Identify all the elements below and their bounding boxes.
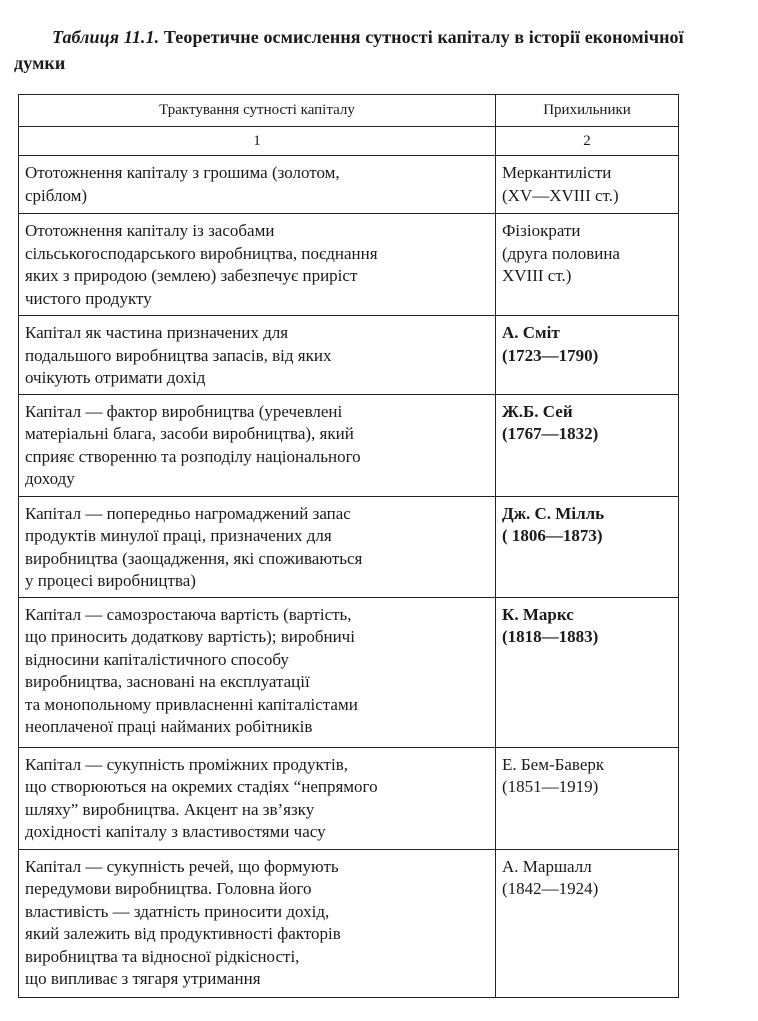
column-number-2: 2 xyxy=(496,127,679,156)
table-row xyxy=(19,316,679,395)
row-supporters: Фізіократи (друга половина XVIII ст.) xyxy=(496,214,679,316)
table-row xyxy=(19,747,679,849)
row-supporters: А. Маршалл (1842—1924) xyxy=(496,849,679,997)
column-number-1: 1 xyxy=(19,127,496,156)
header-row xyxy=(19,95,679,127)
row-supporters: Меркантилісти (XV—XVIII ст.) xyxy=(496,156,679,214)
row-description: Ототожнення капіталу із засобами сільськогосподарського виробництва, поєднання яких з природою (землею) забезпечує приріст чистого продукту xyxy=(19,214,496,316)
table-row xyxy=(19,597,679,747)
row-supporters: Ж.Б. Сей (1767—1832) xyxy=(496,394,679,496)
table-row xyxy=(19,849,679,997)
row-supporters: А. Сміт (1723—1790) xyxy=(496,316,679,395)
header-supporters: Прихильники xyxy=(496,95,679,127)
row-description: Капітал — фактор виробництва (уречевлені матеріальні блага, засоби виробництва), який сприяє створенню та розподілу національного доходу xyxy=(19,394,496,496)
row-description: Ототожнення капіталу з грошима (золотом, сріблом) xyxy=(19,156,496,214)
column-number-row xyxy=(19,127,679,156)
row-description: Капітал як частина призначених для подальшого виробництва запасів, від яких очікують отримати дохід xyxy=(19,316,496,395)
table-row xyxy=(19,156,679,214)
row-supporters: Е. Бем-Баверк (1851—1919) xyxy=(496,747,679,849)
table-row xyxy=(19,394,679,496)
table-caption-title: Теоретичне осмислення сутності капіталу в історії економічної думки xyxy=(14,27,684,73)
row-description: Капітал — самозростаюча вартість (вартість, що приносить додаткову вартість); виробничі відносини капіталістичного способу виробництва, засновані на експлуатації та монопольному привласненні капіталістами неоплаченої праці найманих робітників xyxy=(19,597,496,747)
capital-theories-table xyxy=(18,94,679,998)
row-supporters: Дж. С. Мілль ( 1806—1873) xyxy=(496,496,679,597)
row-description: Капітал — попередньо нагромаджений запас продуктів минулої праці, призначених для виробництва (заощадження, які споживаються у процесі виробництва) xyxy=(19,496,496,597)
table-row xyxy=(19,496,679,597)
header-interpretation: Трактування сутності капіталу xyxy=(19,95,496,127)
table-caption xyxy=(14,24,714,76)
row-description: Капітал — сукупність проміжних продуктів, що створюються на окремих стадіях “непрямого шляху” виробництва. Акцент на зв’язку дохідності капіталу з властивостями часу xyxy=(19,747,496,849)
table-row xyxy=(19,214,679,316)
table-caption-label: Таблиця 11.1. xyxy=(52,27,160,47)
row-supporters: К. Маркс (1818—1883) xyxy=(496,597,679,747)
row-description: Капітал — сукупність речей, що формують передумови виробництва. Головна його властивість — здатність приносити дохід, який залежить від продуктивності факторів виробництва та відносної рідкісності, що випливає з тягаря утримання xyxy=(19,849,496,997)
